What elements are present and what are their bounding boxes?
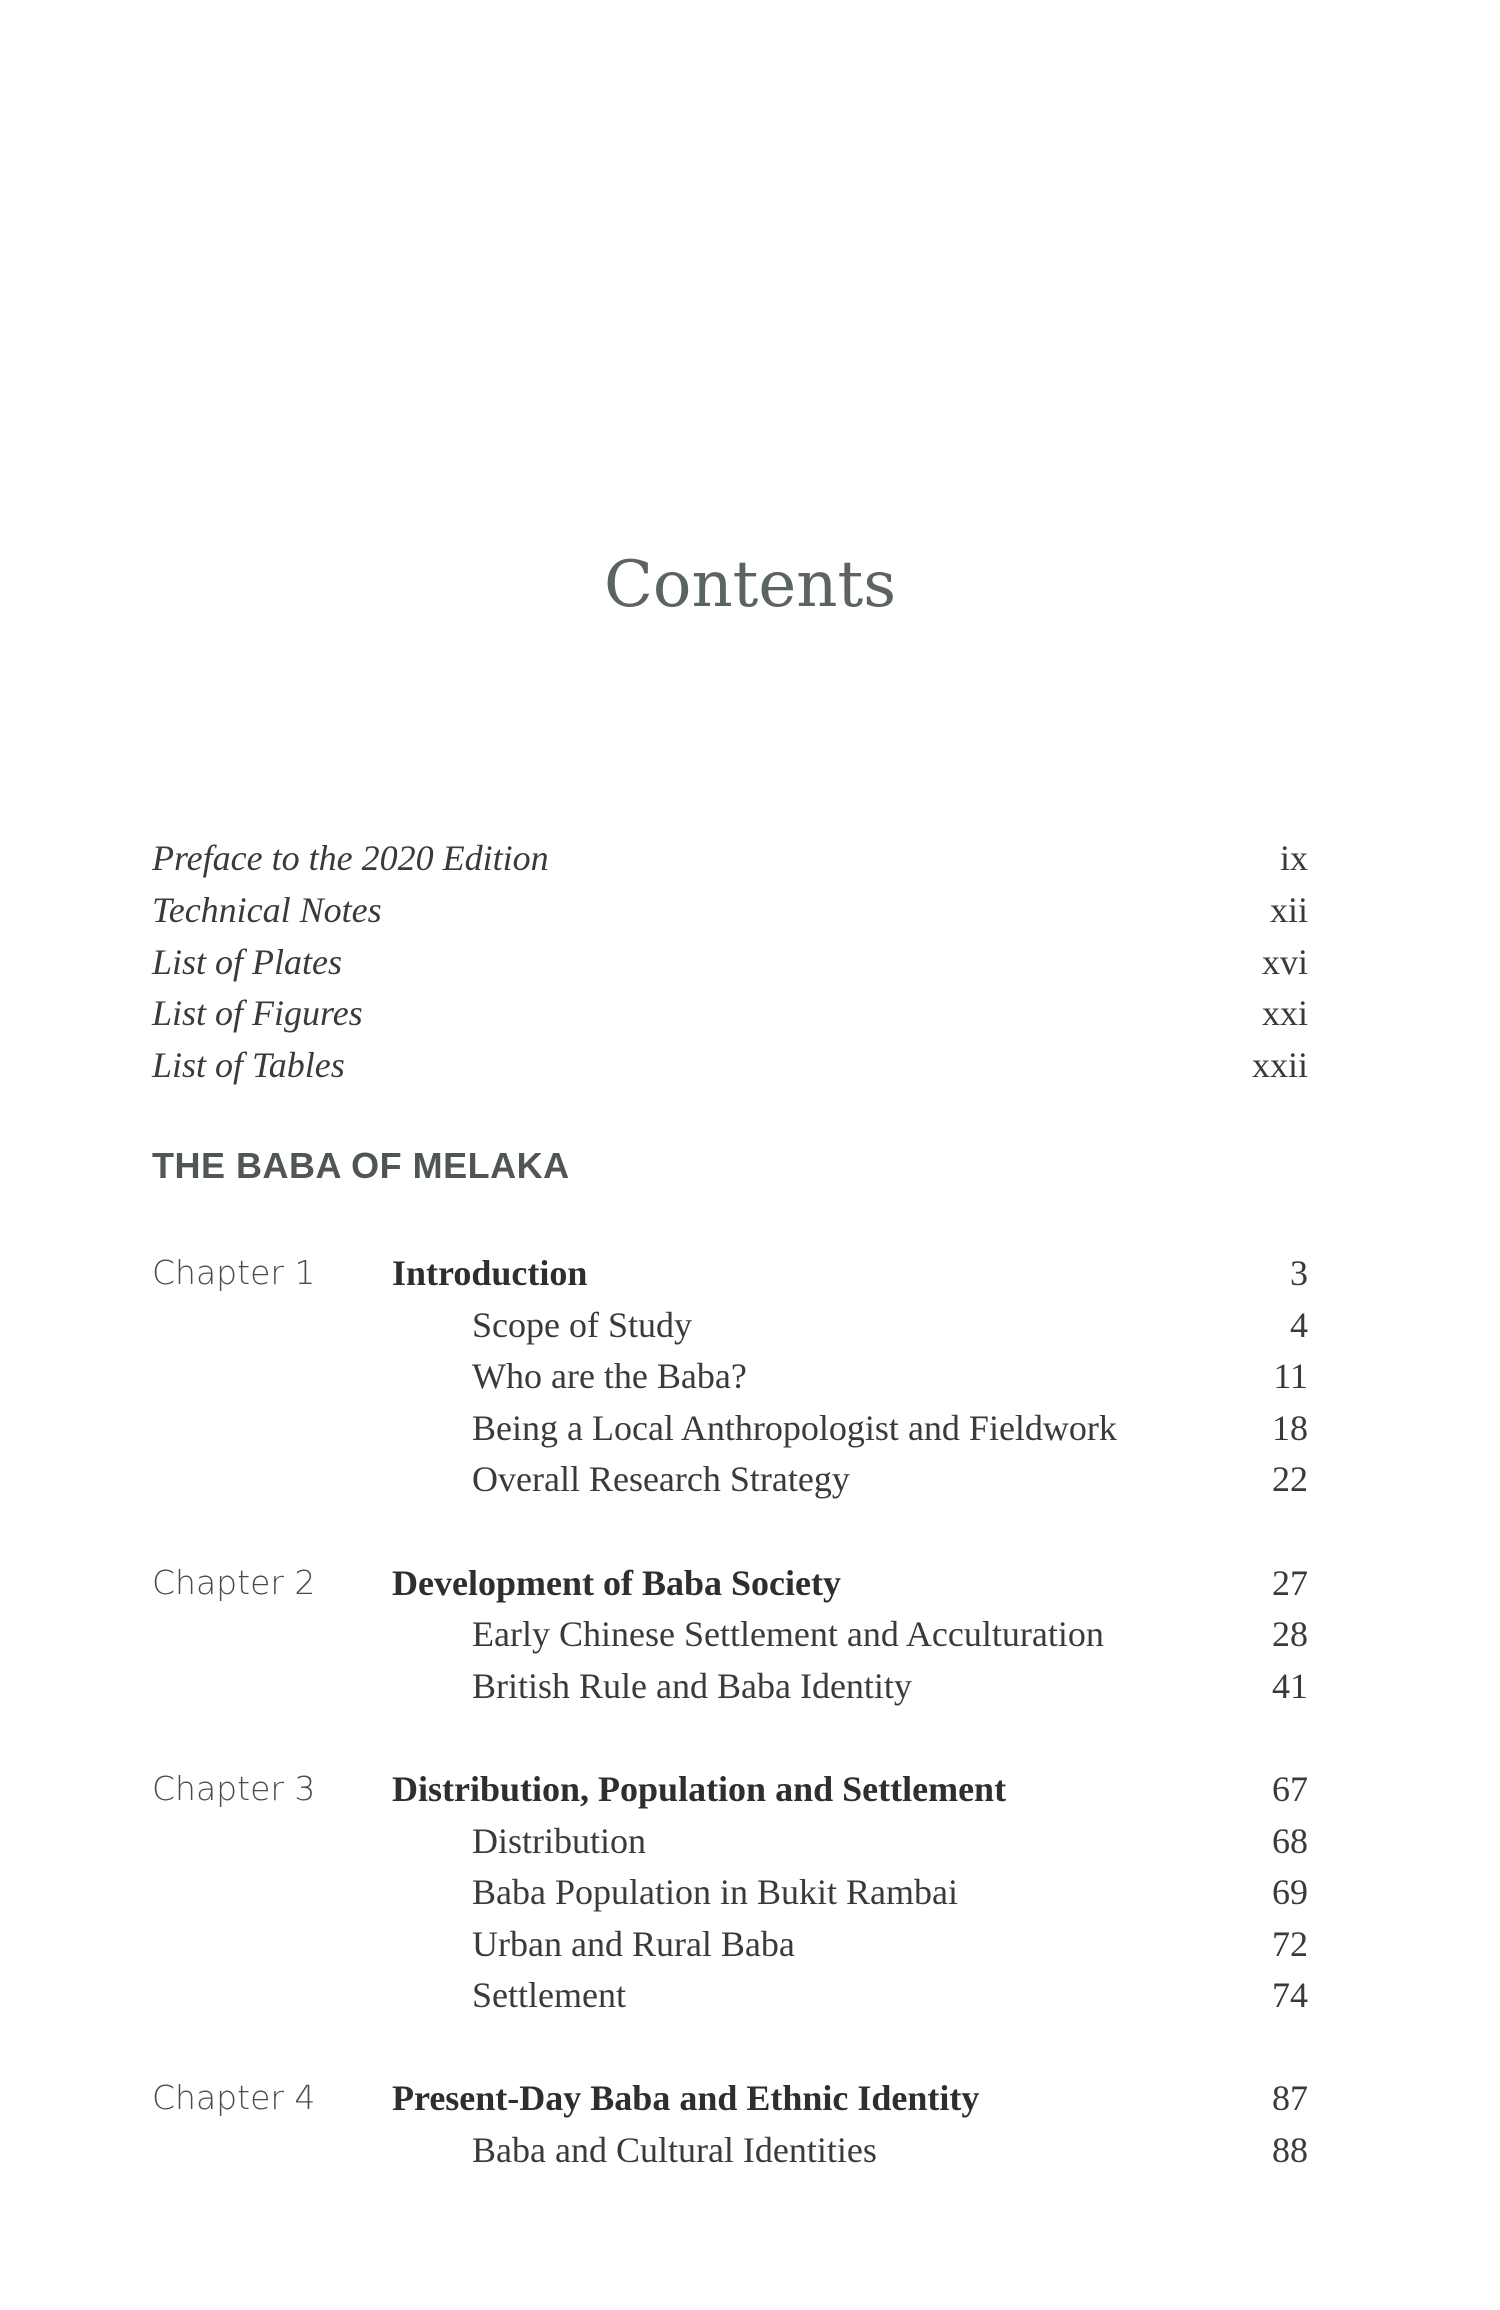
section-row bbox=[0, 2124, 1500, 2176]
page-number: 67 bbox=[1272, 1769, 1308, 1809]
page-number: xxi bbox=[1261, 993, 1308, 1033]
page-number: ix bbox=[1279, 838, 1308, 878]
chapter-label: Chapter 4 bbox=[152, 2078, 316, 2117]
front-matter-label: Preface to the 2020 Edition bbox=[152, 838, 549, 878]
section-row bbox=[0, 1453, 1500, 1505]
chapter-row bbox=[0, 1247, 1500, 1299]
front-matter-row bbox=[0, 884, 1500, 936]
front-matter-label: List of Tables bbox=[152, 1045, 345, 1085]
front-matter-label: List of Figures bbox=[152, 993, 363, 1033]
page-number: 18 bbox=[1272, 1408, 1308, 1448]
page-number: 72 bbox=[1272, 1924, 1308, 1964]
page-number: 74 bbox=[1272, 1975, 1308, 2015]
section-title: Settlement bbox=[472, 1975, 626, 2015]
section-title: Being a Local Anthropologist and Fieldwork bbox=[472, 1408, 1117, 1448]
front-matter-row bbox=[0, 1039, 1500, 1091]
page-number: 27 bbox=[1272, 1563, 1308, 1603]
chapter-label: Chapter 2 bbox=[152, 1563, 316, 1602]
front-matter-label: List of Plates bbox=[152, 942, 343, 982]
chapter-label: Chapter 3 bbox=[152, 1769, 316, 1808]
page-number: xii bbox=[1269, 890, 1308, 930]
chapter-title: Distribution, Population and Settlement bbox=[392, 1769, 1007, 1809]
section-row bbox=[0, 1350, 1500, 1402]
chapter-row bbox=[0, 2072, 1500, 2124]
page-number: 28 bbox=[1272, 1614, 1308, 1654]
section-row bbox=[0, 1299, 1500, 1351]
section-title: Scope of Study bbox=[472, 1305, 692, 1345]
chapter-title: Present-Day Baba and Ethnic Identity bbox=[392, 2078, 980, 2118]
section-title: Urban and Rural Baba bbox=[472, 1924, 795, 1964]
page-number: xxii bbox=[1251, 1045, 1308, 1085]
page-number: 41 bbox=[1272, 1666, 1308, 1706]
page-number: 88 bbox=[1272, 2130, 1308, 2170]
section-title: Baba and Cultural Identities bbox=[472, 2130, 877, 2170]
page-number: 22 bbox=[1272, 1459, 1308, 1499]
page-number: 87 bbox=[1272, 2078, 1308, 2118]
section-title: British Rule and Baba Identity bbox=[472, 1666, 912, 1706]
chapter-title: Development of Baba Society bbox=[392, 1563, 841, 1603]
front-matter-label: Technical Notes bbox=[152, 890, 382, 930]
front-matter-row bbox=[0, 832, 1500, 884]
page-number: 11 bbox=[1273, 1356, 1308, 1396]
chapter-label: Chapter 1 bbox=[152, 1253, 316, 1292]
section-row bbox=[0, 1815, 1500, 1867]
section-title: Distribution bbox=[472, 1821, 647, 1861]
part-heading: THE BABA OF MELAKA bbox=[152, 1145, 570, 1186]
page-number: 68 bbox=[1272, 1821, 1308, 1861]
chapter-title: Introduction bbox=[392, 1253, 588, 1293]
section-row bbox=[0, 1660, 1500, 1712]
section-row bbox=[0, 1402, 1500, 1454]
section-row bbox=[0, 1866, 1500, 1918]
section-row bbox=[0, 1608, 1500, 1660]
chapter-row bbox=[0, 1763, 1500, 1815]
front-matter-row bbox=[0, 987, 1500, 1039]
page-number: 4 bbox=[1290, 1305, 1308, 1345]
section-title: Overall Research Strategy bbox=[472, 1459, 850, 1499]
page-number: 69 bbox=[1272, 1872, 1308, 1912]
section-title: Baba Population in Bukit Rambai bbox=[472, 1872, 958, 1912]
chapter-row bbox=[0, 1557, 1500, 1609]
section-title: Early Chinese Settlement and Acculturation bbox=[472, 1614, 1104, 1654]
section-row bbox=[0, 1918, 1500, 1970]
section-row bbox=[0, 1969, 1500, 2021]
section-title: Who are the Baba? bbox=[472, 1356, 747, 1396]
page-number: xvi bbox=[1261, 942, 1308, 982]
page-number: 3 bbox=[1290, 1253, 1308, 1293]
page-title: Contents bbox=[603, 548, 897, 622]
front-matter-row bbox=[0, 936, 1500, 988]
